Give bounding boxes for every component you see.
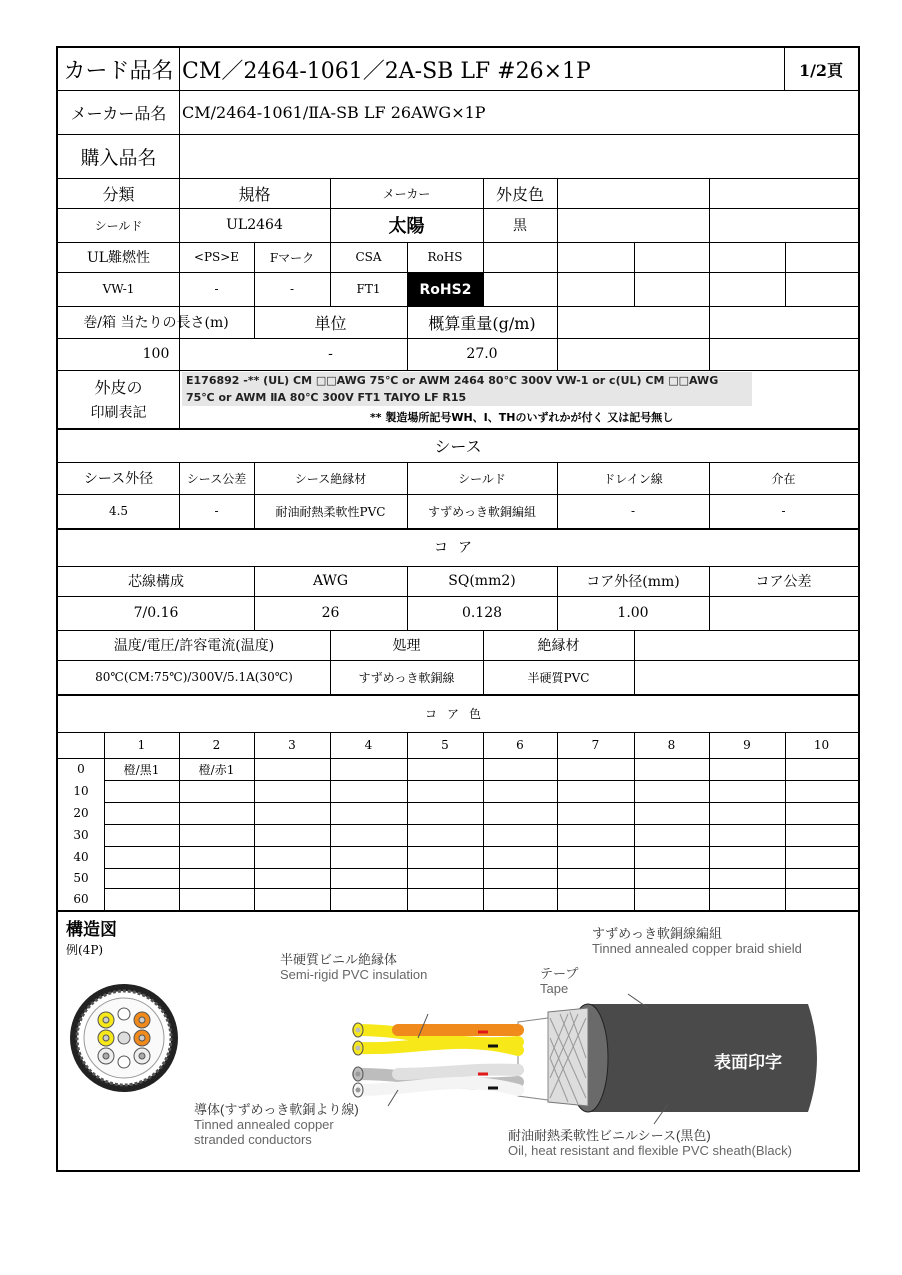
- core-color-col-5: 5: [441, 738, 449, 752]
- card-name-value: CM／2464-1061／2A-SB LF #26×1P: [182, 58, 591, 84]
- core-color-title: コア色: [424, 706, 491, 721]
- awg-value: 26: [321, 605, 340, 621]
- surface-print-mark: 表面印字: [714, 1053, 782, 1073]
- printing-line-2: 75℃ or AWM ⅡA 80℃ 300V FT1 TAIYO LF R15: [186, 391, 467, 404]
- sheath-color-header: 外皮色: [495, 184, 544, 204]
- conductor-caption-en-1: Tinned annealed copper: [194, 1117, 334, 1132]
- core-color-row-20: 20: [73, 806, 89, 820]
- awg-header: AWG: [312, 573, 349, 589]
- printing-label-2: 印刷表記: [90, 405, 147, 421]
- sheath-insul-header: シース絶縁材: [294, 471, 367, 486]
- sheath-tol-value: -: [214, 504, 219, 518]
- weight-value: 27.0: [466, 346, 498, 362]
- core-section-title: コア: [434, 540, 482, 556]
- pse-header: <PS>E: [193, 250, 240, 264]
- sheath-od-header: シース外径: [83, 471, 154, 487]
- drain-header: ドレイン線: [603, 471, 663, 486]
- card-name-label: カード品名: [63, 58, 174, 84]
- sq-value: 0.128: [461, 605, 503, 621]
- temp-value: 80℃(CM:75℃)/300V/5.1A(30℃): [95, 670, 293, 684]
- core-color-row-0: 0: [77, 762, 85, 776]
- standard-value: UL2464: [226, 217, 283, 233]
- printing-line-3: ** 製造場所記号WH、I、THのいずれかが付く 又は記号無し: [370, 411, 674, 424]
- core-color-col-1: 1: [137, 738, 146, 752]
- braid-caption-jp: すずめっき軟銅線編組: [592, 926, 723, 941]
- insulation-caption-en: Semi-rigid PVC insulation: [280, 967, 428, 982]
- core-color-col-3: 3: [288, 738, 296, 752]
- rohs-header: RoHS: [427, 250, 463, 264]
- conductor-caption: [194, 1102, 359, 1147]
- pse-value: -: [214, 282, 219, 296]
- ul-flame-header: UL難燃性: [86, 250, 151, 266]
- diagram-title: 構造図: [66, 919, 117, 938]
- core-od-value: 1.00: [617, 605, 649, 621]
- maker-name-value: CM/2464-1061/ⅡA-SB LF 26AWG×1P: [182, 102, 486, 122]
- core-color-row-50: 50: [73, 871, 89, 885]
- temp-header: 温度/電圧/許容電流(温度): [113, 638, 275, 654]
- sheath-tol-header: シース公差: [186, 471, 247, 486]
- core-color-row-30: 30: [73, 828, 89, 842]
- core-color-cell-0-2: 橙/赤1: [198, 762, 235, 777]
- printing-label-1: 外皮の: [94, 377, 143, 397]
- length-value: 100: [142, 346, 170, 362]
- treatment-header: 処理: [392, 638, 421, 654]
- core-color-col-2: 2: [212, 738, 221, 752]
- tape-caption-en: Tape: [540, 981, 569, 996]
- purchase-name-label: 購入品名: [80, 146, 157, 169]
- spec-sheet: [56, 46, 860, 1172]
- sheath-caption: [508, 1128, 792, 1158]
- sheath-insul-value: 耐油耐熱柔軟性PVC: [275, 504, 386, 519]
- maker-header: メーカー: [382, 186, 431, 201]
- csa-value: FT1: [356, 282, 381, 296]
- core-struct-header: 芯線構成: [128, 574, 184, 590]
- braid-caption-en: Tinned annealed copper braid shield: [592, 941, 802, 956]
- rohs-badge: RoHS2: [408, 273, 483, 306]
- core-tol-header: コア公差: [755, 574, 812, 590]
- sheath-section-title: シース: [434, 436, 482, 456]
- core-color-row-10: 10: [73, 784, 89, 798]
- tape-caption-jp: テープ: [540, 966, 579, 981]
- class-value: シールド: [94, 218, 143, 233]
- drain-value: -: [630, 504, 636, 518]
- sheath-caption-en: Oil, heat resistant and flexible PVC sheath(Black): [508, 1143, 792, 1158]
- core-color-cell-0-1: 橙/黒1: [123, 762, 160, 777]
- treatment-value: すずめっき軟銅線: [358, 670, 455, 685]
- core-od-header: コア外径(mm): [586, 574, 680, 590]
- cable-side-view: [338, 978, 838, 1128]
- sheath-caption-jp: 耐油耐熱柔軟性ビニルシース(黒色): [508, 1128, 711, 1143]
- shield-header: シールド: [458, 471, 506, 486]
- core-color-col-4: 4: [364, 738, 373, 752]
- printing-line-1: E176892 -** (UL) CM □□AWG 75℃ or AWM 2464 80℃ 300V VW-1 or c(UL) CM □□AWG: [186, 374, 719, 387]
- weight-header: 概算重量(g/m): [428, 313, 536, 333]
- unit-value: -: [328, 346, 333, 362]
- core-color-col-7: 7: [591, 738, 600, 752]
- purchase-name-value: [182, 134, 852, 178]
- conductor-caption-jp: 導体(すずめっき軟銅より線): [194, 1102, 359, 1117]
- core-insul-header: 絶縁材: [537, 638, 580, 654]
- braid-caption: [592, 926, 802, 956]
- cable-cross-section: [68, 982, 180, 1094]
- shield-value: すずめっき軟銅編組: [427, 504, 536, 519]
- filler-value: -: [781, 504, 786, 518]
- core-color-col-6: 6: [516, 738, 524, 752]
- standard-header: 規格: [238, 184, 271, 204]
- fmark-value: -: [289, 282, 295, 296]
- unit-header: 単位: [314, 313, 347, 333]
- sheath-color-value: 黒: [513, 218, 527, 234]
- core-color-col-10: 10: [813, 738, 830, 752]
- diagram-example: 例(4P): [66, 942, 104, 957]
- core-color-row-40: 40: [73, 850, 89, 864]
- maker-name-label: メーカー品名: [70, 103, 167, 123]
- core-color-col-8: 8: [667, 738, 676, 752]
- fmark-header: Fマーク: [269, 250, 315, 265]
- core-color-row-60: 60: [73, 892, 89, 906]
- sq-header: SQ(mm2): [448, 573, 516, 589]
- core-struct-value: 7/0.16: [133, 605, 179, 621]
- class-header: 分類: [102, 184, 135, 204]
- maker-value: 太陽: [388, 216, 425, 237]
- csa-header: CSA: [355, 250, 382, 264]
- ul-flame-value: VW-1: [102, 282, 135, 296]
- sheath-od-value: 4.5: [108, 504, 129, 518]
- length-header: 巻/箱 当たりの長さ(m): [83, 315, 229, 331]
- filler-header: 介在: [771, 471, 796, 486]
- insulation-caption-jp: 半硬質ビニル絶縁体: [280, 952, 398, 967]
- page-number: 1/2頁: [798, 60, 844, 80]
- conductor-caption-en-2: stranded conductors: [194, 1132, 312, 1147]
- core-color-col-9: 9: [743, 738, 751, 752]
- core-insul-value: 半硬質PVC: [527, 670, 590, 685]
- core-tol-value: [709, 596, 858, 630]
